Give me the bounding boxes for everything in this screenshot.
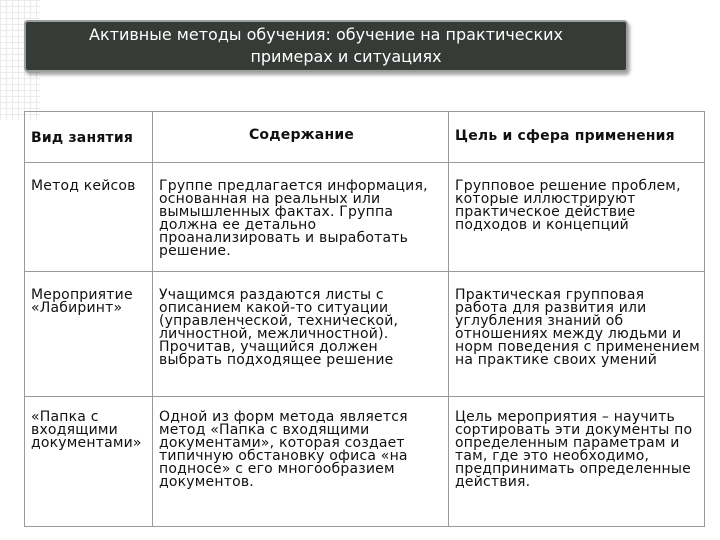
- row-type-cell: Мероприятие «Лабиринт»: [25, 272, 153, 397]
- methods-table: [24, 111, 705, 527]
- row-content-cell: Группе предлагается информация, основанная на реальных или вымышленных фактах. Группа должна ее детально проанализировать и выработать решение.: [153, 163, 449, 272]
- row-type-cell: Метод кейсов: [25, 163, 153, 272]
- row-goal-cell: Групповое решение проблем, которые иллюстрируют практическое действие подходов и концепций: [449, 163, 705, 272]
- slide-title: [24, 20, 628, 72]
- row-type-cell: «Папка с входящими документами»: [25, 397, 153, 527]
- row-content-cell: Одной из форм метода является метод «Папка с входящими документами», которая создает типичную обстановку офиса «на подносе» с его многообразием документов.: [153, 397, 449, 527]
- table-header-row: [25, 112, 705, 163]
- table-row: [25, 397, 705, 527]
- row-goal-cell: Цель мероприятия – научить сортировать эти документы по определенным параметрам и там, где это необходимо, предпринимать определенные действия.: [449, 397, 705, 527]
- header-type: Вид занятия: [25, 112, 153, 163]
- row-goal-cell: Практическая групповая работа для развития или углубления знаний об отношениях между людьми и норм поведения с применением на практике своих умений: [449, 272, 705, 397]
- table-row: [25, 272, 705, 397]
- slide-title-line-2: примерах и ситуациях: [250, 47, 442, 66]
- header-content: Содержание: [153, 112, 449, 163]
- table-row: [25, 163, 705, 272]
- slide-title-line-1: Активные методы обучения: обучение на практических: [89, 25, 563, 44]
- header-goal: Цель и сфера применения: [449, 112, 705, 163]
- row-content-cell: Учащимся раздаются листы с описанием какой-то ситуации (управленческой, технической, личностной, межличностной). Прочитав, учащийся должен выбрать подходящее решение: [153, 272, 449, 397]
